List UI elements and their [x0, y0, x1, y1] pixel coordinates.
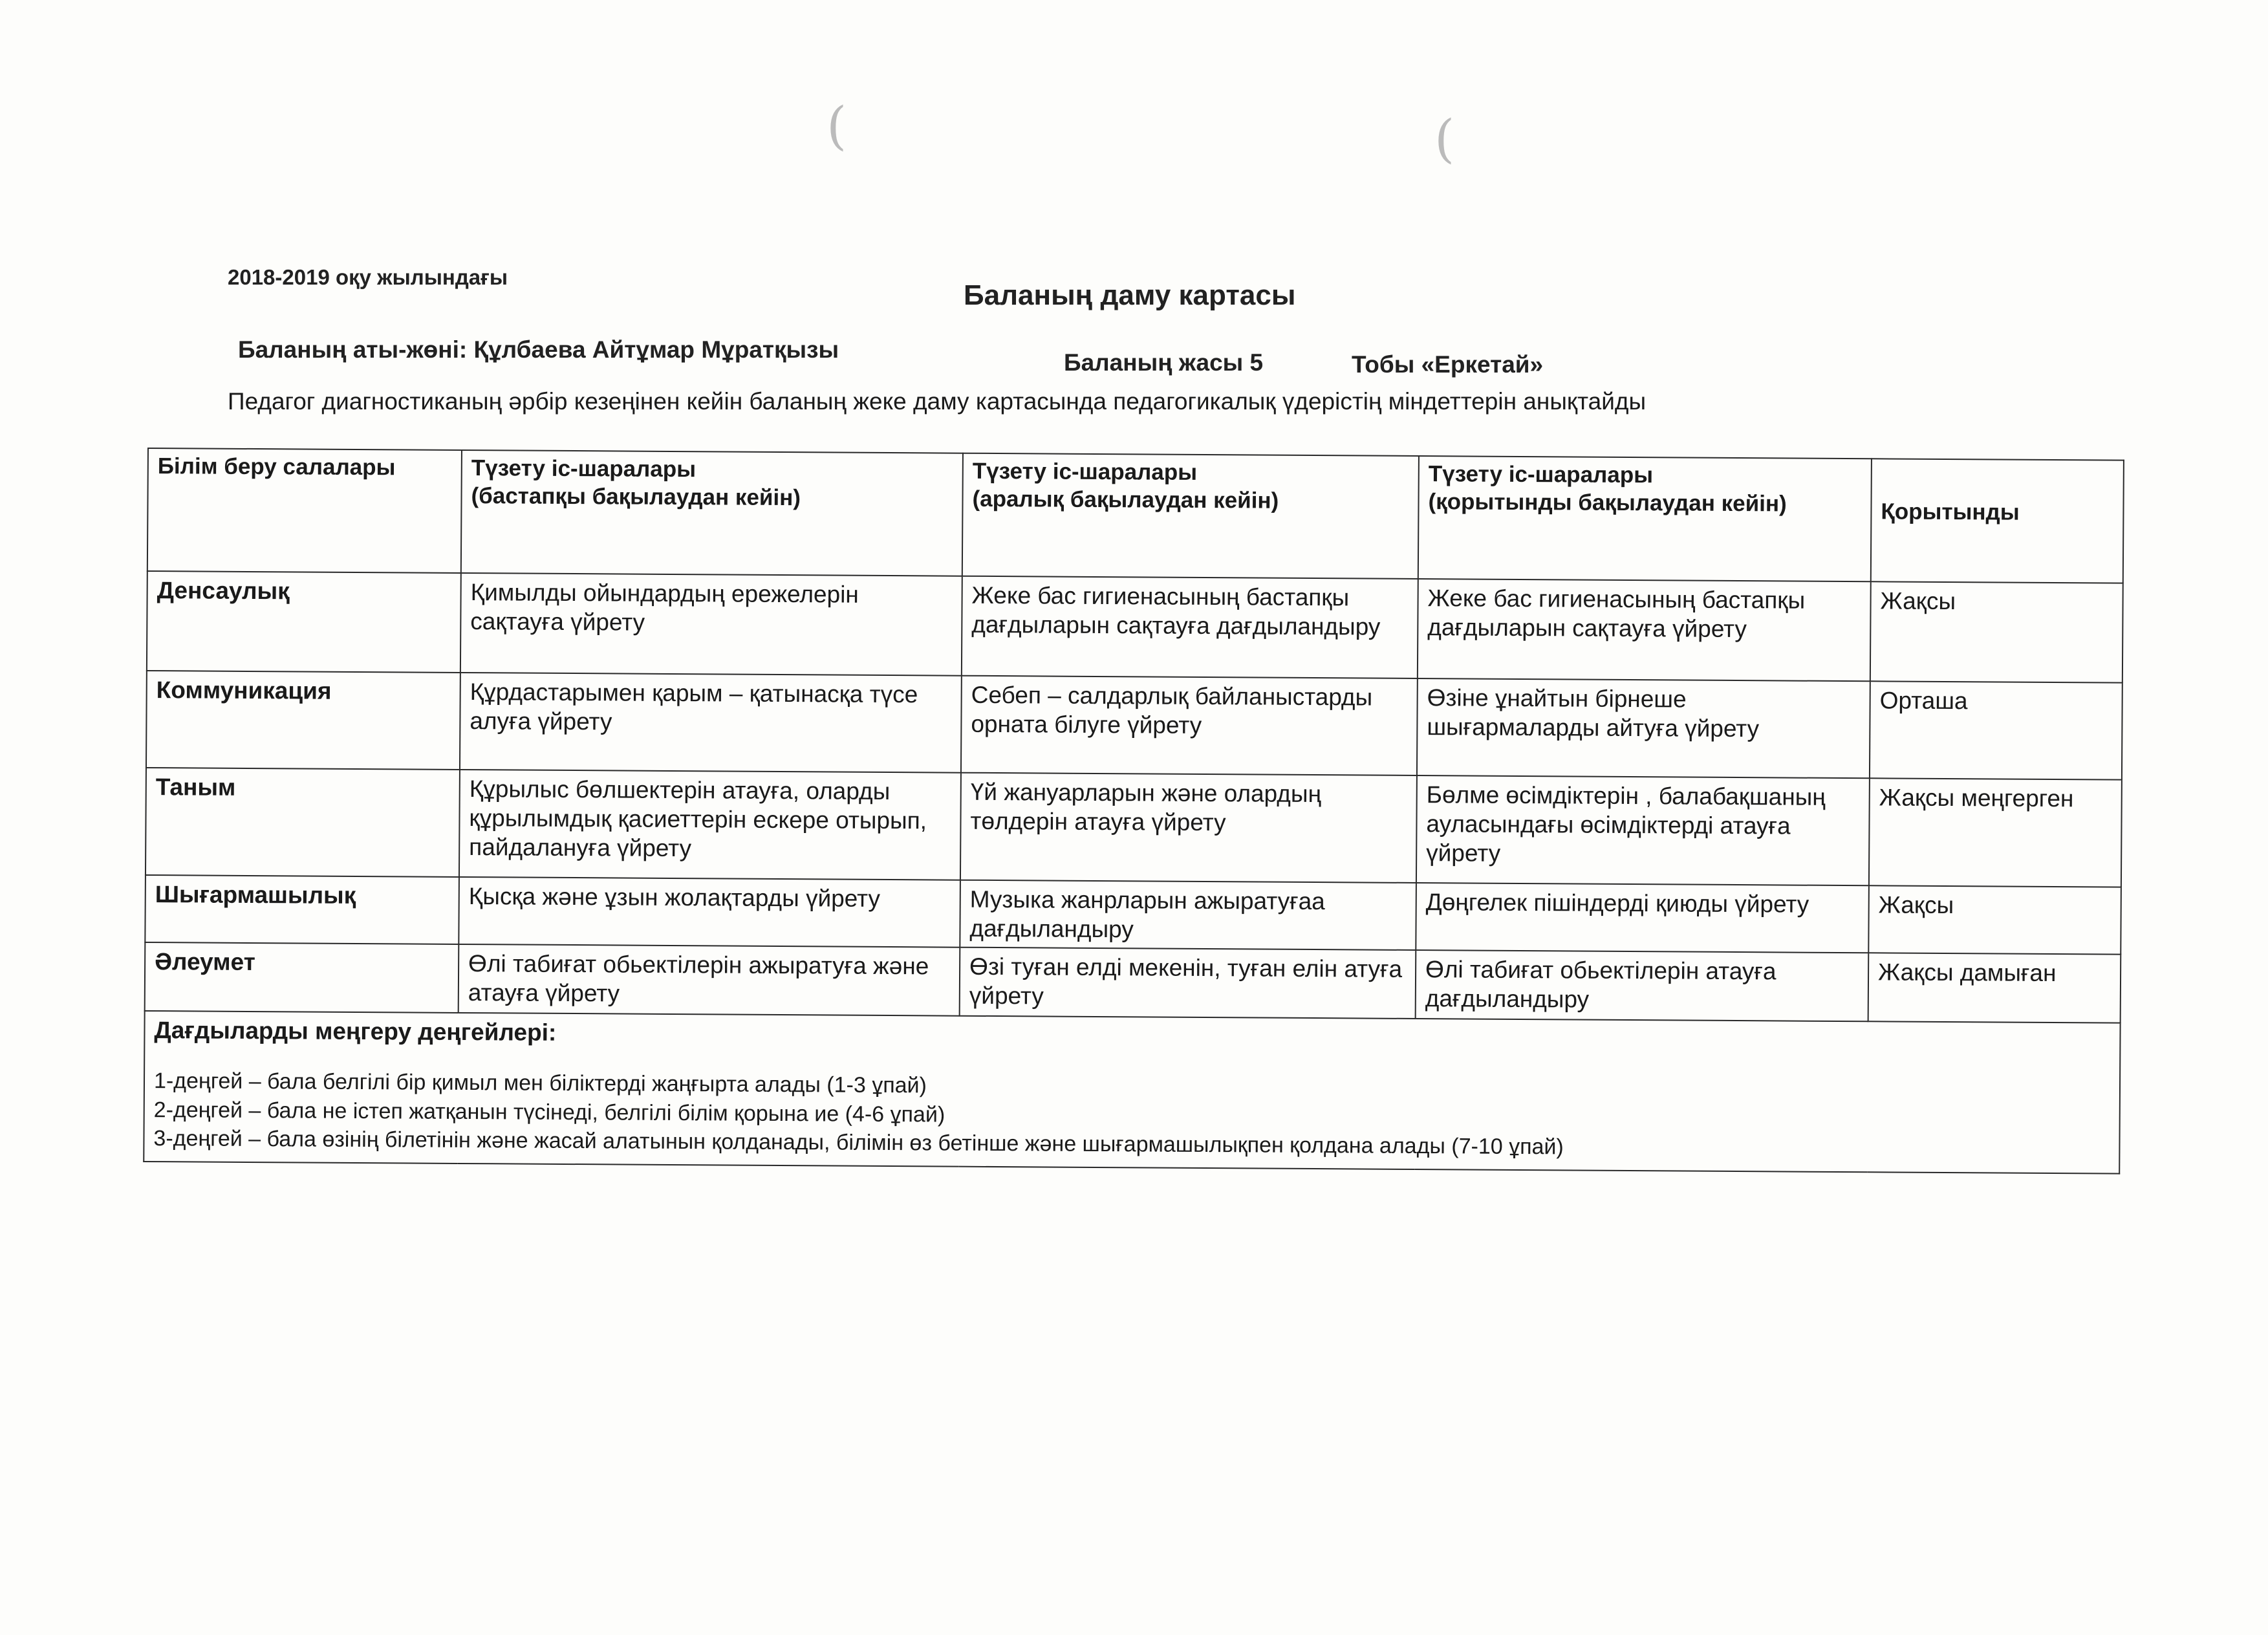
- development-card: [144, 448, 2123, 1160]
- legend-cell: [144, 1011, 2120, 1174]
- table-row: [146, 671, 2122, 780]
- legend-level-3: 3-деңгей – бала өзінің білетінін және жасай алатынын қолданады, білімін өз бетінше және шығармашылықпен қолдана алады (7-10 ұпай): [153, 1125, 1564, 1160]
- column-header: Түзету іс-шаралары (қорытынды бақылаудан кейін): [1418, 456, 1872, 581]
- area-cell: Таным: [146, 768, 460, 877]
- initial-cell: Құрдастарымен қарым – қатынасқа түсе алуға үйрету: [460, 673, 962, 773]
- result-cell: Жақсы меңгерген: [1869, 778, 2122, 887]
- area-cell: Коммуникация: [146, 671, 460, 770]
- result-cell: Жақсы: [1870, 581, 2123, 682]
- column-header: Білім беру салалары: [147, 448, 462, 573]
- document-title: Баланың даму картасы: [964, 279, 1296, 311]
- interim-cell: Үй жануарларын және олардың төлдерін атауға үйрету: [960, 773, 1417, 883]
- table-row: [147, 571, 2123, 683]
- table-row: [146, 768, 2122, 887]
- development-table: [143, 448, 2124, 1175]
- child-age: Баланың жасы 5: [1064, 349, 1264, 376]
- area-cell: Әлеумет: [145, 942, 459, 1013]
- final-cell: Бөлме өсімдіктерін , балабақшаның ауласындағы өсімдіктерді атауға үйрету: [1416, 775, 1870, 885]
- child-group: Тобы «Еркетай»: [1352, 351, 1544, 378]
- final-cell: Өзіне ұнайтын бірнеше шығармаларды айтуға үйрету: [1417, 678, 1870, 778]
- legend-level-1: 1-деңгей – бала белгілі бір қимыл мен біліктерді жаңғырта алады (1-3 ұпай): [153, 1068, 927, 1098]
- column-header: Түзету іс-шаралары (аралық бақылаудан кейін): [962, 453, 1419, 579]
- final-cell: Өлі табиғат обьектілерін атауға дағдыландыру: [1416, 950, 1869, 1021]
- result-cell: Жақсы: [1868, 885, 2121, 955]
- initial-cell: Құрылыс бөлшектерін атауға, оларды құрылымдық қасиеттерін ескере отырып, пайдалануға үйрету: [459, 770, 961, 880]
- final-cell: Дөңгелек пішіндерді қиюды үйрету: [1416, 883, 1869, 953]
- scan-mark-left: (: [826, 96, 847, 156]
- school-year: 2018-2019 оқу жылындағы: [228, 265, 508, 289]
- area-cell: Денсаулық: [147, 571, 461, 673]
- area-cell: Шығармашылық: [145, 875, 459, 944]
- initial-cell: Қысқа және ұзын жолақтарды үйрету: [459, 877, 960, 947]
- legend-row: [144, 1011, 2120, 1174]
- column-header: Түзету іс-шаралары (бастапқы бақылаудан кейін): [461, 450, 963, 576]
- table-row: [145, 942, 2121, 1023]
- result-cell: Жақсы дамыған: [1868, 953, 2121, 1023]
- initial-cell: Өлі табиғат обьектілерін ажыратуға және атауға үйрету: [459, 944, 960, 1016]
- child-name: Баланың аты-жөні: Құлбаева Айтұмар Мұратқызы: [238, 336, 839, 363]
- interim-cell: Жеке бас гигиенасының бастапқы дағдыларын сақтауға дағдыландыру: [962, 576, 1418, 678]
- table-row: [145, 875, 2121, 955]
- table-header-row: [147, 448, 2124, 583]
- interim-cell: Себеп – салдарлық байланыстарды орната білуге үйрету: [961, 676, 1418, 775]
- legend-title: Дағдыларды меңгеру деңгейлері:: [154, 1017, 557, 1046]
- interim-cell: Музыка жанрларын ажыратуғаа дағдыландыру: [960, 880, 1416, 951]
- initial-cell: Қимылды ойындардың ережелерін сақтауға үйрету: [460, 573, 962, 676]
- legend-level-2: 2-деңгей – бала не істеп жатқанын түсінеді, белгілі білім қорына ие (4-6 ұпай): [153, 1097, 945, 1127]
- result-cell: Орташа: [1870, 681, 2122, 779]
- intro-text: Педагог диагностиканың әрбір кезеңінен кейін баланың жеке даму картасында педагогикалық үдерістің міндеттерін анықтайды: [228, 388, 1647, 415]
- column-header: Қорытынды: [1871, 459, 2124, 583]
- scan-mark-right: (: [1434, 109, 1455, 169]
- interim-cell: Өзі туған елді мекенін, туған елін атуға үйрету: [960, 947, 1416, 1019]
- final-cell: Жеке бас гигиенасының бастапқы дағдыларын сақтауға үйрету: [1418, 579, 1871, 681]
